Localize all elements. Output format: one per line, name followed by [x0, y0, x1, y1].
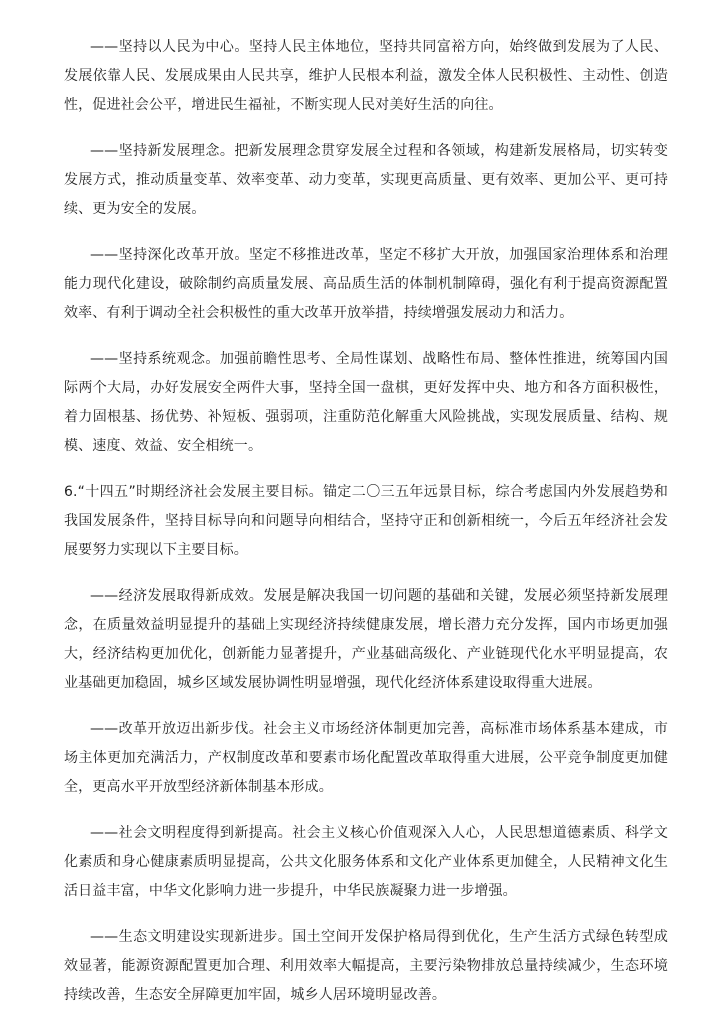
paragraph-people-centered: ——坚持以人民为中心。坚持人民主体地位，坚持共同富裕方向，始终做到发展为了人民、发展依靠人民、发展成果由人民共享，维护人民根本利益，激发全体人民积极性、主动性、创造性，促进社会公平，增进民生福祉，不断实现人民对美好生活的向往。 — [64, 39, 668, 113]
paragraph-systems-view: ——坚持系统观念。加强前瞻性思考、全局性谋划、战略性布局、整体性推进，统筹国内国际两个大局，办好发展安全两件大事，坚持全国一盘棋，更好发挥中央、地方和各方面积极性，着力固根基、扬优势、补短板、强弱项，注重防范化解重大风险挑战，实现发展质量、结构、规模、速度、效益、安全相统一。 — [64, 351, 668, 454]
paragraph-social-civilization: ——社会文明程度得到新提高。社会主义核心价值观深入人心，人民思想道德素质、科学文化素质和身心健康素质明显提高，公共文化服务体系和文化产业体系更加健全，人民精神文化生活日益丰富，中华文化影响力进一步提升，中华民族凝聚力进一步增强。 — [64, 825, 668, 899]
paragraph-reform-progress: ——改革开放迈出新步伐。社会主义市场经济体制更加完善，高标准市场体系基本建成，市场主体更加充满活力，产权制度改革和要素市场化配置改革取得重大进展，公平竞争制度更加健全，更高水平开放型经济新体制基本形成。 — [64, 721, 668, 795]
paragraph-section-6-goals: 6.“十四五”时期经济社会发展主要目标。锚定二〇三五年远景目标，综合考虑国内外发展趋势和我国发展条件，坚持目标导向和问题导向相结合，坚持守正和创新相统一，今后五年经济社会发展要努力实现以下主要目标。 — [64, 484, 668, 558]
paragraph-new-development-concept: ——坚持新发展理念。把新发展理念贯穿发展全过程和各领域，构建新发展格局，切实转变发展方式，推动质量变革、效率变革、动力变革，实现更高质量、更有效率、更加公平、更可持续、更为安全的发展。 — [64, 143, 668, 217]
paragraph-economic-development: ——经济发展取得新成效。发展是解决我国一切问题的基础和关键，发展必须坚持新发展理念，在质量效益明显提升的基础上实现经济持续健康发展，增长潜力充分发挥，国内市场更加强大，经济结构更加优化，创新能力显著提升，产业基础高级化、产业链现代化水平明显提高，农业基础更加稳固，城乡区域发展协调性明显增强，现代化经济体系建设取得重大进展。 — [64, 588, 668, 691]
paragraph-ecological-civilization: ——生态文明建设实现新进步。国土空间开发保护格局得到优化，生产生活方式绿色转型成效显著，能源资源配置更加合理、利用效率大幅提高，主要污染物排放总量持续减少，生态环境持续改善，生态安全屏障更加牢固，城乡人居环境明显改善。 — [64, 929, 668, 1003]
paragraph-reform-opening: ——坚持深化改革开放。坚定不移推进改革，坚定不移扩大开放，加强国家治理体系和治理能力现代化建设，破除制约高质量发展、高品质生活的体制机制障碍，强化有利于提高资源配置效率、有利于调动全社会积极性的重大改革开放举措，持续增强发展动力和活力。 — [64, 247, 668, 321]
